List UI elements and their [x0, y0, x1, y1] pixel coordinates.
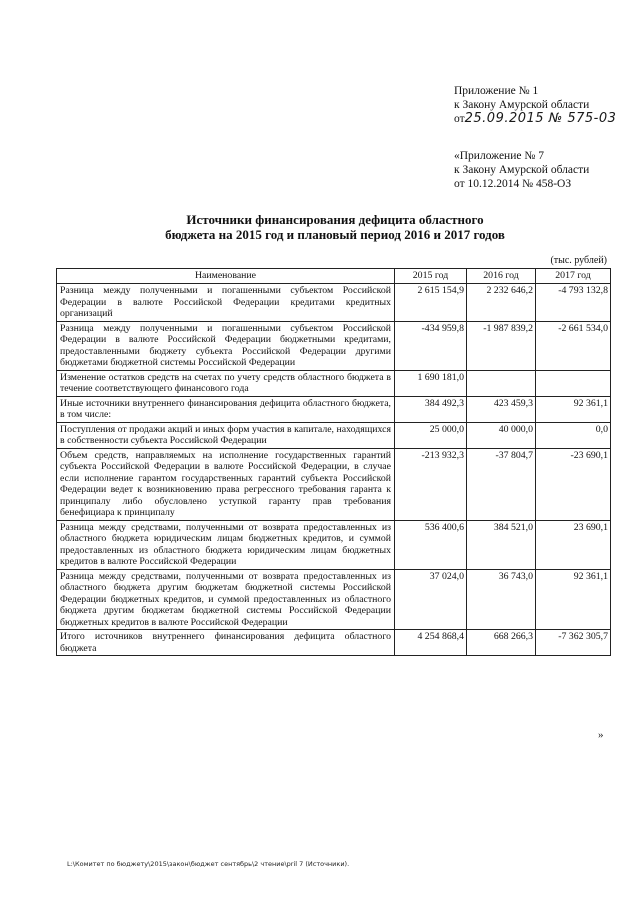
document-title — [0, 212, 640, 242]
header-name: Наименование — [57, 269, 395, 284]
row-name: Поступления от продажи акций и иных форм участия в капитале, находящихся в собственности субъекта Российской Федерации — [57, 422, 395, 448]
row-value-2015: 536 400,6 — [395, 520, 467, 569]
attachment-1-date-prefix: от — [454, 113, 465, 125]
row-value-2016 — [467, 370, 536, 396]
row-value-2017: -2 661 534,0 — [536, 321, 611, 370]
row-value-2017: 0,0 — [536, 422, 611, 448]
row-value-2017: 92 361,1 — [536, 569, 611, 630]
row-value-2016: 40 000,0 — [467, 422, 536, 448]
row-value-2017 — [536, 370, 611, 396]
row-value-2016: 384 521,0 — [467, 520, 536, 569]
row-value-2015: 37 024,0 — [395, 569, 467, 630]
attachment-7-header — [454, 149, 589, 191]
header-2015: 2015 год — [395, 269, 467, 284]
row-value-2016: 2 232 646,2 — [467, 284, 536, 322]
financing-sources-table — [56, 268, 611, 656]
attachment-1-line2: к Закону Амурской области — [454, 99, 590, 111]
table-row — [57, 422, 611, 448]
attachment-7-line3: от 10.12.2014 № 458-ОЗ — [454, 178, 572, 190]
table-row — [57, 396, 611, 422]
row-value-2017: 92 361,1 — [536, 396, 611, 422]
table-row — [57, 321, 611, 370]
header-2017: 2017 год — [536, 269, 611, 284]
row-name: Объем средств, направляемых на исполнение государственных гарантий субъекта Российской Федерации в валюте Российской Федерации, в случае если исполнение гарантом государственных гарантий субъекта Российской Федерации ведет к возникновению права регрессного требования гаранта к принципалу либо обусловлено уступкой гаранту прав требования бенефициара к принципалу — [57, 448, 395, 520]
row-value-2017: 23 690,1 — [536, 520, 611, 569]
header-2016: 2016 год — [467, 269, 536, 284]
attachment-1-header — [454, 84, 616, 126]
row-value-2017: -7 362 305,7 — [536, 630, 611, 656]
row-value-2016: -37 804,7 — [467, 448, 536, 520]
attachment-1-line1: Приложение № 1 — [454, 85, 539, 97]
row-value-2016: 668 266,3 — [467, 630, 536, 656]
title-line1: Источники финансирования дефицита областного — [186, 212, 484, 227]
row-name: Иные источники внутреннего финансирования дефицита областного бюджета, в том числе: — [57, 396, 395, 422]
table-row — [57, 569, 611, 630]
attachment-1-line3 — [454, 112, 616, 126]
table-row — [57, 370, 611, 396]
closing-quote: » — [598, 729, 604, 741]
row-name: Разница между полученными и погашенными субъектом Российской Федерации в валюте Российской Федерации кредитами кредитных организаций — [57, 284, 395, 322]
row-name: Разница между средствами, полученными от возврата предоставленных из областного бюджета юридическим лицам бюджетных кредитов, и суммой предоставленных из областного бюджета юридическим лицам бюджетных кредитов в валюте Российской Федерации — [57, 520, 395, 569]
row-name: Итого источников внутреннего финансирования дефицита областного бюджета — [57, 630, 395, 656]
row-value-2017: -4 793 132,8 — [536, 284, 611, 322]
attachment-7-line1: «Приложение № 7 — [454, 150, 544, 162]
table-header-row — [57, 269, 611, 284]
row-value-2015: -213 932,3 — [395, 448, 467, 520]
row-value-2015: 25 000,0 — [395, 422, 467, 448]
row-value-2016: -1 987 839,2 — [467, 321, 536, 370]
row-value-2015: 1 690 181,0 — [395, 370, 467, 396]
title-line2: бюджета на 2015 год и плановый период 2016 и 2017 годов — [165, 227, 505, 242]
table-row — [57, 448, 611, 520]
row-value-2016: 423 459,3 — [467, 396, 536, 422]
row-name: Разница между средствами, полученными от возврата предоставленных из областного бюджета другим бюджетам бюджетной системы Российской Федерации бюджетных кредитов, и суммой предоставленных из областного бюджета другим бюджетам бюджетной системы Российской Федерации бюджетных кредитов в валюте Российской Федерации — [57, 569, 395, 630]
table-row — [57, 520, 611, 569]
row-value-2015: 4 254 868,4 — [395, 630, 467, 656]
table-row-total — [57, 630, 611, 656]
row-value-2016: 36 743,0 — [467, 569, 536, 630]
row-value-2017: -23 690,1 — [536, 448, 611, 520]
row-name: Разница между полученными и погашенными субъектом Российской Федерации в валюте Российской Федерации бюджетными кредитами, предоставленными бюджету субъекта Российской Федерации другими бюджетами бюджетной системы Российской Федерации — [57, 321, 395, 370]
row-value-2015: 2 615 154,9 — [395, 284, 467, 322]
table-row — [57, 284, 611, 322]
row-name: Изменение остатков средств на счетах по учету средств областного бюджета в течение соответствующего финансового года — [57, 370, 395, 396]
footer-file-path: L:\Комитет по бюджету\2015\закон\бюджет сентябрь\2 чтение\pril 7 (Источники). — [67, 860, 350, 868]
row-value-2015: 384 492,3 — [395, 396, 467, 422]
handwritten-date-number: 25.09.2015 № 575-03 — [464, 111, 617, 126]
attachment-7-line2: к Закону Амурской области — [454, 164, 590, 176]
row-value-2015: -434 959,8 — [395, 321, 467, 370]
units-label: (тыс. рублей) — [550, 255, 607, 266]
